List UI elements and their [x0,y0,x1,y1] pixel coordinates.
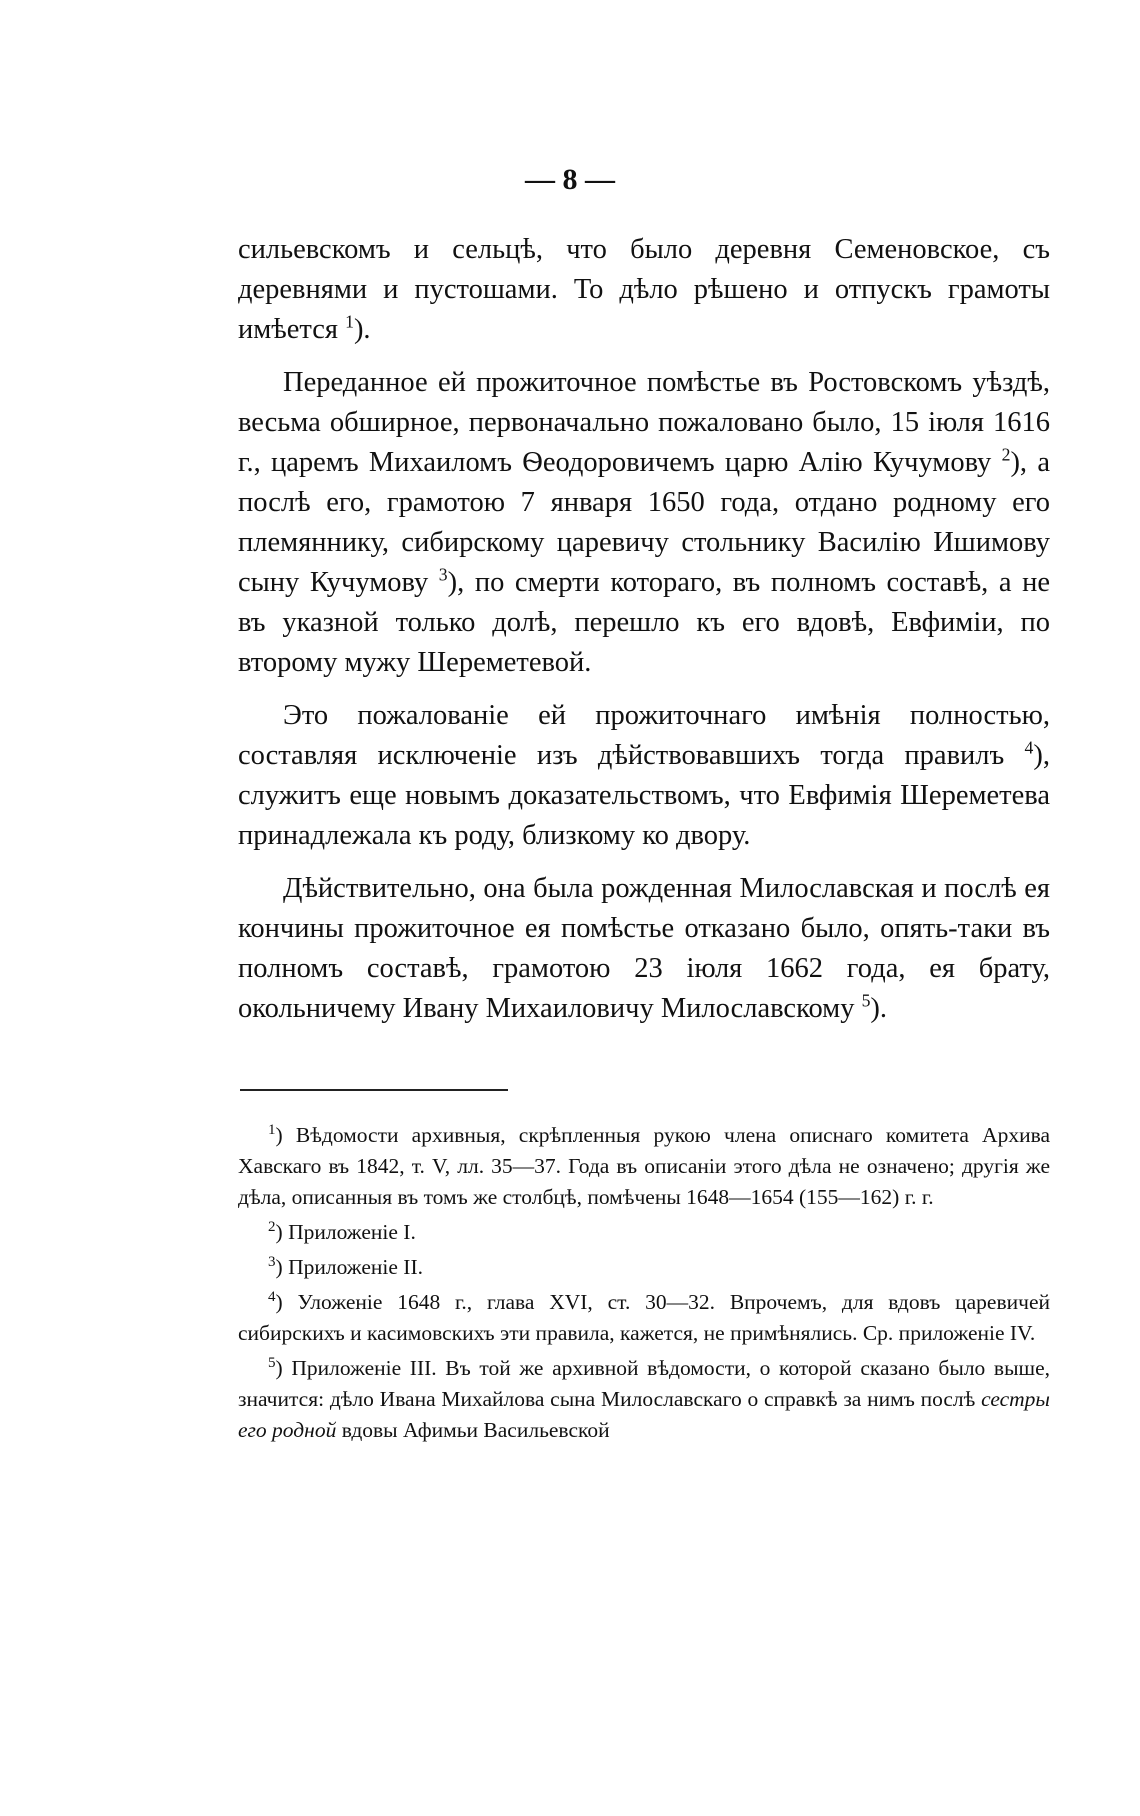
paragraph-text: сильевскомъ и сельцѣ, что было деревня Семеновское, съ деревнями и пустошами. То дѣло рѣшено и отпускъ грамоты имѣется [238,234,1050,345]
footnote-1 [238,1120,1050,1213]
footnote-divider [240,1089,508,1091]
footnote-ref-4: 4 [1024,737,1034,758]
paragraph-1 [238,230,1050,350]
footnote-text: ) Уложеніе 1648 г., глава XVI, ст. 30—32. Впрочемъ, для вдовъ царевичей сибирскихъ и касимовскихъ эти правила, кажется, не примѣнялись. Ср. приложеніе IV. [238,1290,1050,1345]
paragraph-4 [238,869,1050,1029]
paragraph-text: Дѣйствительно, она была рожденная Милославская и послѣ ея кончины прожиточное ея помѣстье отказано было, опять-таки въ полномъ составѣ, грамотою 23 іюля 1662 года, ея брату, окольничему Ивану Михаиловичу Милославскому [238,873,1050,1024]
paragraph-text: ), а послѣ его, грамотою 7 января 1650 года, отдано родному его племяннику, сибирскому царевичу стольнику Василію Ишимову сыну Кучумову [238,447,1050,598]
footnote-ref-3: 3 [438,564,448,585]
footnote-3 [238,1252,1050,1283]
footnote-number: 5 [268,1354,276,1371]
footnote-text: ) Приложеніе II. [275,1255,423,1279]
footnotes [238,1120,1050,1450]
page-number: — 8 — [525,163,615,196]
footnote-text: ) Приложеніе III. Въ той же архивной вѣдомости, о которой сказано было выше, значится: дѣло Ивана Михайлова сына Милославскаго о справкѣ за нимъ послѣ [238,1356,1050,1411]
footnote-ref-5: 5 [861,990,871,1011]
paragraph-text: ), по смерти котораго, въ полномъ составѣ, а не въ указной только долѣ, перешло къ его вдовѣ, Евфиміи, по второму мужу Шереметевой. [238,567,1050,678]
paragraph-2 [238,363,1050,683]
footnote-number: 2 [268,1218,276,1235]
footnote-text: ) Приложеніе I. [275,1220,416,1244]
footnote-number: 4 [268,1288,276,1305]
paragraph-text: ). [870,993,888,1024]
footnote-4 [238,1287,1050,1349]
paragraph-text: ). [353,314,371,345]
paragraph-text: ), служитъ еще новымъ доказательствомъ, что Евфимія Шереметева принадлежала къ роду, близкому ко двору. [238,740,1050,851]
footnote-text: вдовы Афимьи Васильевской [336,1418,610,1442]
footnote-italic-text: сестры его родной [238,1387,1050,1442]
footnote-2 [238,1217,1050,1248]
footnote-5 [238,1353,1050,1446]
paragraph-3 [238,696,1050,856]
main-text [238,230,1050,1042]
paragraph-text: Переданное ей прожиточное помѣстье въ Ростовскомъ уѣздѣ, весьма обширное, первоначально пожаловано было, 15 іюля 1616 г., царемъ Михаиломъ Ѳеодоровичемъ царю Алію Кучумову [238,367,1050,478]
footnote-number: 3 [268,1253,276,1270]
footnote-ref-2: 2 [1001,444,1011,465]
paragraph-text: Это пожалованіе ей прожиточнаго имѣнія полностью, составляя исключеніе изъ дѣйствовавшихъ тогда правилъ [238,700,1050,771]
footnote-number: 1 [268,1121,276,1138]
footnote-text: ) Вѣдомости архивныя, скрѣпленныя рукою члена описнаго комитета Архива Хавскаго въ 1842, т. V, лл. 35—37. Года въ описаніи этого дѣла не означено; другія же дѣла, описанныя въ томъ же столбцѣ, помѣчены 1648—1654 (155—162) г. г. [238,1123,1050,1209]
footnote-ref-1: 1 [345,311,354,332]
